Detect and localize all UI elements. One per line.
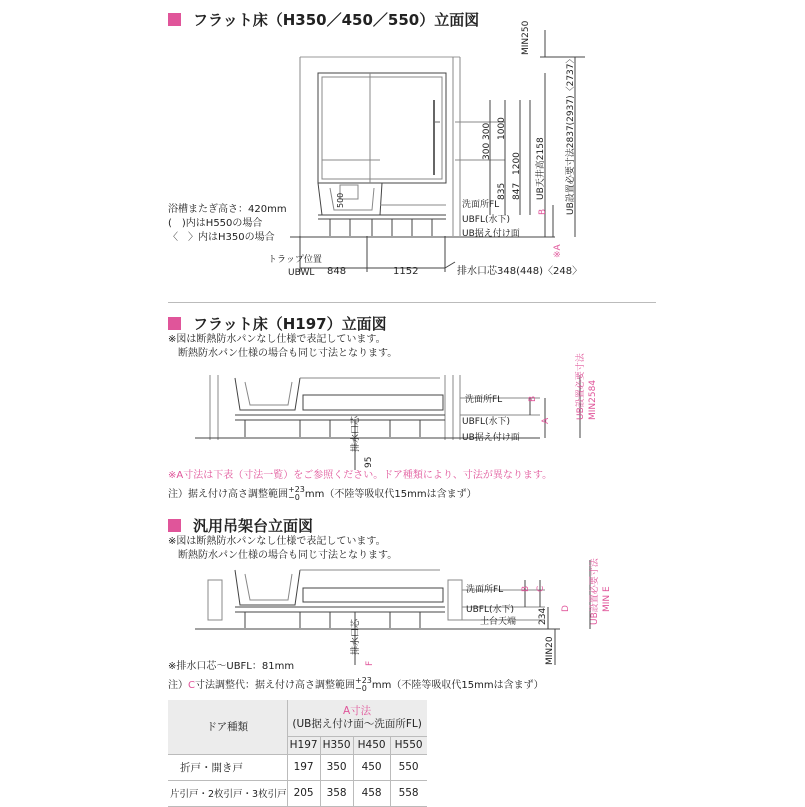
fig1-d1200: 1200 bbox=[512, 152, 522, 175]
table-cell: 450 bbox=[353, 754, 390, 780]
fig2-label-ubfl: UBFL(水下) bbox=[462, 417, 510, 427]
fig3-f: F bbox=[365, 660, 375, 666]
section-title-text: 汎用吊架台立面図 bbox=[193, 517, 314, 535]
fig3-install: UB設置必要寸法 bbox=[590, 558, 600, 625]
fig1-d1000: 1000 bbox=[497, 117, 507, 140]
fig3-min20: MIN20 bbox=[545, 636, 555, 665]
fig1-min250: MIN250 bbox=[521, 20, 531, 55]
fig3-d234: 234 bbox=[538, 607, 548, 625]
fig3-mine: MIN E bbox=[602, 586, 612, 612]
fig1-a: ※A bbox=[553, 244, 563, 258]
fig2-label-base: UB据え付け面 bbox=[462, 433, 520, 443]
fig1-d1152: 1152 bbox=[393, 266, 419, 277]
fig2-pink-note: ※A寸法は下表（寸法一覧）をご参照ください。ドア種類により、寸法が異なります。 bbox=[168, 470, 553, 481]
fig3-drain-label: 排水口芯 bbox=[351, 618, 361, 655]
fig3-c: C bbox=[536, 585, 546, 592]
table-cell: 358 bbox=[320, 780, 353, 806]
fig2-note1: ※図は断熱防水パンなし仕様で表記しています。 bbox=[168, 334, 386, 345]
section-title-text: フラット床（H350／450／550）立面図 bbox=[193, 11, 480, 29]
section-title-text: フラット床（H197）立面図 bbox=[193, 315, 387, 333]
fig2-range-note: 注）据え付け高さ調整範囲+23 −0 mm（不陸等吸収代15mmは含まず） bbox=[168, 485, 477, 502]
fig2-min2584: MIN2584 bbox=[588, 379, 598, 420]
fig1-trap: トラップ位置 bbox=[268, 255, 322, 265]
fig3-c-note: 注）C寸法調整代：据え付け高さ調整範囲+23 −0 mm（不陸等吸収代15mmは含まず） bbox=[168, 676, 544, 693]
table-col-h197: H197 bbox=[287, 736, 320, 754]
fig1-d2158: UB天井高2158 bbox=[536, 137, 546, 200]
fig1-label-ubfl: UBFL(水下) bbox=[462, 215, 510, 225]
fig2-drain-label: 排水口芯 bbox=[351, 415, 361, 452]
fig1-drain: 排水口芯348(448)〈248〉 bbox=[457, 266, 583, 277]
fig3-b: B bbox=[521, 585, 531, 592]
fig1-d847: 847 bbox=[512, 182, 522, 200]
fig1-install: UB設置必要寸法2837(2937)〈2737〉 bbox=[566, 54, 576, 215]
fig1-d300a: 300 bbox=[482, 122, 492, 140]
fig3-note2: 断熱防水パン仕様の場合も同じ寸法となります。 bbox=[178, 550, 398, 561]
table-row bbox=[168, 780, 427, 806]
table-cell: 205 bbox=[287, 780, 320, 806]
fig3-note1: ※図は断熱防水パンなし仕様で表記しています。 bbox=[168, 536, 386, 547]
fig3-outline bbox=[195, 560, 590, 665]
fig1-paren1: ( )内はH550の場合 bbox=[168, 218, 263, 229]
fig2-b: B bbox=[528, 395, 538, 402]
fig2-a: A bbox=[541, 417, 551, 424]
fig1-b: B bbox=[538, 208, 548, 215]
table-corner: ドア種類 bbox=[168, 700, 287, 754]
table-cell: 458 bbox=[353, 780, 390, 806]
fig3-label-wash: 洗面所FL bbox=[466, 585, 504, 595]
fig1-label-base: UB据え付け面 bbox=[462, 229, 520, 239]
fig1-d835: 835 bbox=[497, 182, 507, 200]
table-row-label: 片引戸・2枚引戸・3枚引戸 bbox=[168, 780, 287, 806]
fig2-note2: 断熱防水パン仕様の場合も同じ寸法となります。 bbox=[178, 348, 398, 359]
table-cell: 197 bbox=[287, 754, 320, 780]
fig2-d95: 95 bbox=[364, 456, 374, 468]
table-group-header: A寸法 (UB据え付け面〜洗面所FL) bbox=[287, 700, 427, 736]
a-dimension-table bbox=[168, 700, 427, 807]
table-row-label: 折戸・開き戸 bbox=[168, 754, 287, 780]
fig1-d300b: 300 bbox=[482, 142, 492, 160]
table-row bbox=[168, 754, 427, 780]
fig1-label-wash: 洗面所FL bbox=[462, 200, 500, 210]
fig3-d: D bbox=[561, 605, 571, 612]
fig3-label-stand: 土台天端 bbox=[480, 617, 517, 627]
fig1-tub-height: 浴槽またぎ高さ：420mm bbox=[168, 204, 287, 215]
fig2-label-wash: 洗面所FL bbox=[465, 395, 503, 405]
table-cell: 550 bbox=[390, 754, 427, 780]
fig1-ubwl: UBWL bbox=[288, 268, 315, 278]
table-cell: 350 bbox=[320, 754, 353, 780]
fig3-label-ubfl: UBFL(水下) bbox=[466, 605, 514, 615]
fig1-d848: 848 bbox=[327, 266, 347, 277]
table-col-h350: H350 bbox=[320, 736, 353, 754]
table-cell: 558 bbox=[390, 780, 427, 806]
fig3-drain-note: ※排水口芯〜UBFL：81mm bbox=[168, 661, 295, 672]
table-col-h550: H550 bbox=[390, 736, 427, 754]
fig2-install: UB設置必要寸法 bbox=[576, 353, 586, 420]
table-col-h450: H450 bbox=[353, 736, 390, 754]
fig1-d500: 500 bbox=[336, 192, 345, 208]
fig1-paren2: 〈 〉内はH350の場合 bbox=[168, 232, 275, 243]
